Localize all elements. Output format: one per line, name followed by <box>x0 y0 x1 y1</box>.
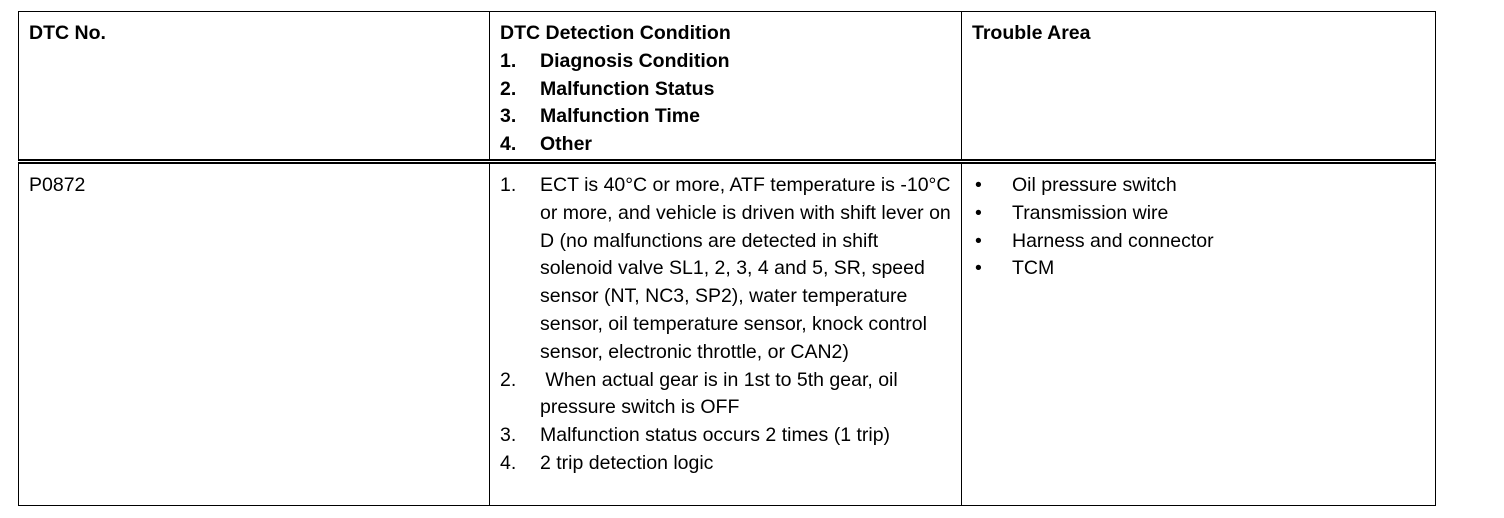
table-header-row <box>19 12 1436 162</box>
item-text: Malfunction Time <box>540 105 700 128</box>
header-detection-title: DTC Detection Condition <box>500 22 731 44</box>
list-item <box>972 200 1425 228</box>
item-number: 1. <box>500 49 517 72</box>
item-number: 4. <box>500 133 517 156</box>
list-item <box>500 76 951 104</box>
item-number: 2. <box>500 368 517 391</box>
item-text: Diagnosis Condition <box>540 49 730 72</box>
list-item <box>972 228 1425 256</box>
dtc-table <box>18 11 1436 506</box>
table-row <box>19 161 1436 505</box>
list-item <box>500 103 951 131</box>
detection-condition-cell <box>490 161 962 505</box>
item-text: Harness and connector <box>1012 229 1214 252</box>
item-text: Other <box>540 133 593 156</box>
list-item <box>500 367 951 423</box>
item-text: Transmission wire <box>1012 201 1169 224</box>
bullet-icon: • <box>975 229 982 252</box>
list-item <box>972 255 1425 283</box>
item-number: 2. <box>500 77 517 100</box>
list-item <box>500 172 951 367</box>
item-text: 2 trip detection logic <box>540 451 714 474</box>
list-item <box>500 422 951 450</box>
list-item <box>500 450 951 478</box>
header-detection-condition <box>490 12 962 162</box>
list-item <box>972 172 1425 200</box>
trouble-area-cell <box>962 161 1436 505</box>
list-item <box>500 48 951 76</box>
item-number: 1. <box>500 173 517 196</box>
item-text: Malfunction Status <box>540 77 715 100</box>
list-item <box>500 131 951 159</box>
item-text: ECT is 40°C or more, ATF temperature is -10°C or more, and vehicle is driven with shift lever on D (no malfunctions are detected in shift solenoid valve SL1, 2, 3, 4 and 5, SR, speed sensor (NT, NC3, SP2), water temperature sensor, oil temperature sensor, knock control sensor, electronic throttle, or CAN2) <box>540 173 951 363</box>
header-dtc-no: DTC No. <box>19 12 490 162</box>
item-number: 3. <box>500 105 517 128</box>
item-text: When actual gear is in 1st to 5th gear, oil pressure switch is OFF <box>540 368 904 419</box>
header-trouble-area: Trouble Area <box>962 12 1436 162</box>
bullet-icon: • <box>975 173 982 196</box>
item-text: Malfunction status occurs 2 times (1 trip) <box>540 424 891 447</box>
item-number: 3. <box>500 424 517 447</box>
trouble-area-list <box>972 172 1425 283</box>
header-condition-list <box>500 48 951 159</box>
item-text: Oil pressure switch <box>1012 173 1177 196</box>
bullet-icon: • <box>975 201 982 224</box>
condition-list <box>500 172 951 478</box>
bullet-icon: • <box>975 257 982 280</box>
item-text: TCM <box>1012 257 1055 280</box>
dtc-code-cell: P0872 <box>19 161 490 505</box>
item-number: 4. <box>500 451 517 474</box>
